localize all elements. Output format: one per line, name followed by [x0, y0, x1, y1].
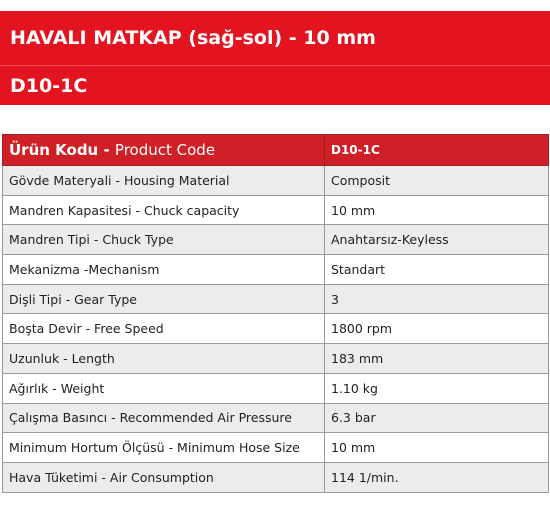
spec-value: 10 mm: [325, 195, 549, 225]
spec-value: 10 mm: [325, 433, 549, 463]
table-row: [3, 314, 549, 344]
spec-label: Mandren Tipi - Chuck Type: [3, 225, 325, 255]
table-row: [3, 284, 549, 314]
spec-table: [2, 134, 549, 493]
spec-label: Mandren Kapasitesi - Chuck capacity: [3, 195, 325, 225]
table-row: [3, 195, 549, 225]
spec-value: 3: [325, 284, 549, 314]
table-row: [3, 344, 549, 374]
table-row: [3, 166, 549, 196]
spec-label: Boşta Devir - Free Speed: [3, 314, 325, 344]
product-code-label-tr: Ürün Kodu -: [9, 141, 115, 159]
spec-label: Çalışma Basıncı - Recommended Air Pressure: [3, 403, 325, 433]
spec-value: 1800 rpm: [325, 314, 549, 344]
spec-label: Minimum Hortum Ölçüsü - Minimum Hose Size: [3, 433, 325, 463]
spec-value: 183 mm: [325, 344, 549, 374]
table-row: [3, 403, 549, 433]
spec-value: Anahtarsız-Keyless: [325, 225, 549, 255]
spec-label: Uzunluk - Length: [3, 344, 325, 374]
product-code-label: [3, 135, 325, 166]
table-row: [3, 462, 549, 492]
table-row: [3, 433, 549, 463]
spec-label: Gövde Materyali - Housing Material: [3, 166, 325, 196]
spec-label: Ağırlık - Weight: [3, 373, 325, 403]
spec-label: Mekanizma -Mechanism: [3, 255, 325, 285]
spec-value: 114 1/min.: [325, 462, 549, 492]
spec-value: 6.3 bar: [325, 403, 549, 433]
spec-value: Composit: [325, 166, 549, 196]
table-row: [3, 373, 549, 403]
table-header-row: [3, 135, 549, 166]
spec-label: Dişli Tipi - Gear Type: [3, 284, 325, 314]
product-code-label-en: Product Code: [114, 141, 216, 159]
product-code-value: D10-1C: [325, 135, 549, 166]
spec-value: Standart: [325, 255, 549, 285]
table-row: [3, 225, 549, 255]
table-row: [3, 255, 549, 285]
spec-value: 1.10 kg: [325, 373, 549, 403]
model-code-banner: D10-1C: [0, 65, 550, 105]
page-title: HAVALI MATKAP (sağ-sol) - 10 mm: [0, 11, 550, 65]
spec-label: Hava Tüketimi - Air Consumption: [3, 462, 325, 492]
